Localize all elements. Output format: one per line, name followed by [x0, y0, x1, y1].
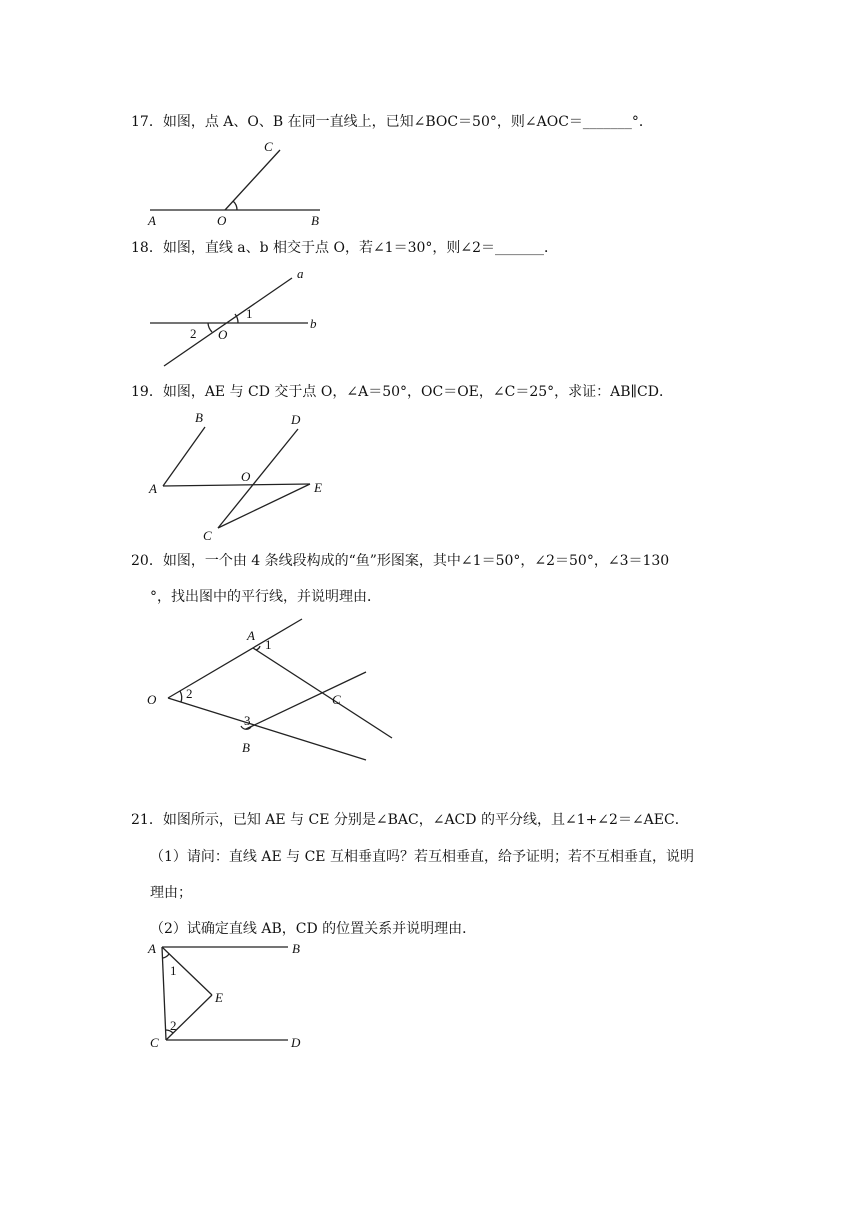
- label-c: C: [332, 692, 341, 707]
- figure-20: [140, 612, 400, 772]
- segment-ob-extended: [168, 698, 366, 760]
- segment-ce: [218, 484, 310, 528]
- label-c: C: [203, 528, 212, 543]
- label-angle-1: 1: [246, 306, 253, 321]
- question-21-part1-line2: 理由；: [150, 885, 192, 901]
- question-20-text-line2: °，找出图中的平行线，并说明理由．: [150, 589, 381, 605]
- label-b: B: [292, 941, 300, 956]
- question-17-text: 17．如图，点 A、O、B 在同一直线上，已知∠BOC＝50°，则∠AOC＝_______°．: [131, 114, 653, 130]
- segment-ae: [163, 484, 310, 486]
- question-18-text: 18．如图，直线 a、b 相交于点 O，若∠1＝30°，则∠2＝_______．: [131, 240, 559, 256]
- label-angle-2: 2: [170, 1018, 177, 1033]
- label-o: O: [218, 327, 228, 342]
- label-a: A: [149, 481, 157, 496]
- label-c: C: [264, 139, 273, 154]
- label-b: B: [195, 410, 203, 425]
- question-21-part2: （2）试确定直线 AB，CD 的位置关系并说明理由．: [150, 921, 477, 937]
- question-21-text: 21．如图所示，已知 AE 与 CE 分别是∠BAC，∠ACD 的平分线，且∠1+∠2＝∠AEC．: [131, 812, 689, 828]
- label-b: B: [311, 213, 319, 228]
- line-a: [164, 278, 292, 366]
- label-a: A: [247, 628, 255, 643]
- question-19-text: 19．如图，AE 与 CD 交于点 O，∠A＝50°，OC＝OE，∠C＝25°，求证：AB∥CD．: [131, 384, 673, 400]
- label-d: D: [291, 1035, 301, 1050]
- figure-21: [140, 936, 340, 1056]
- label-o: O: [147, 692, 157, 707]
- angle-2-arc: [180, 691, 182, 702]
- label-angle-2: 2: [186, 686, 193, 701]
- figure-17: [140, 136, 340, 231]
- label-angle-1: 1: [170, 963, 177, 978]
- label-a: A: [148, 941, 156, 956]
- angle-2-arc: [208, 323, 212, 332]
- question-21-part1-line1: （1）请问：直线 AE 与 CE 互相垂直吗？若互相垂直，给予证明；若不互相垂直，说明: [150, 849, 694, 865]
- segment-ac: [162, 947, 166, 1040]
- label-b: b: [310, 316, 317, 331]
- label-d: D: [291, 412, 301, 427]
- label-o: O: [217, 213, 227, 228]
- label-angle-1: 1: [265, 637, 272, 652]
- figure-18: [140, 262, 340, 372]
- label-b: B: [242, 740, 250, 755]
- segment-ab: [163, 427, 205, 486]
- label-o: O: [241, 469, 251, 484]
- question-20-text-line1: 20．如图，一个由 4 条线段构成的“鱼”形图案，其中∠1＝50°，∠2＝50°，∠3＝130: [131, 553, 670, 569]
- angle-arc: [233, 201, 237, 210]
- angle-1-arc: [256, 646, 260, 650]
- label-a: a: [297, 266, 304, 281]
- segment-bc-extended: [246, 672, 366, 729]
- segment-cd: [218, 429, 298, 528]
- label-a: A: [148, 213, 156, 228]
- label-angle-3: 3: [244, 713, 251, 728]
- label-angle-2: 2: [190, 326, 197, 341]
- label-c: C: [150, 1035, 159, 1050]
- label-e: E: [215, 990, 223, 1005]
- angle-1-arc: [163, 954, 169, 958]
- figure-19: [140, 404, 350, 544]
- label-e: E: [314, 480, 322, 495]
